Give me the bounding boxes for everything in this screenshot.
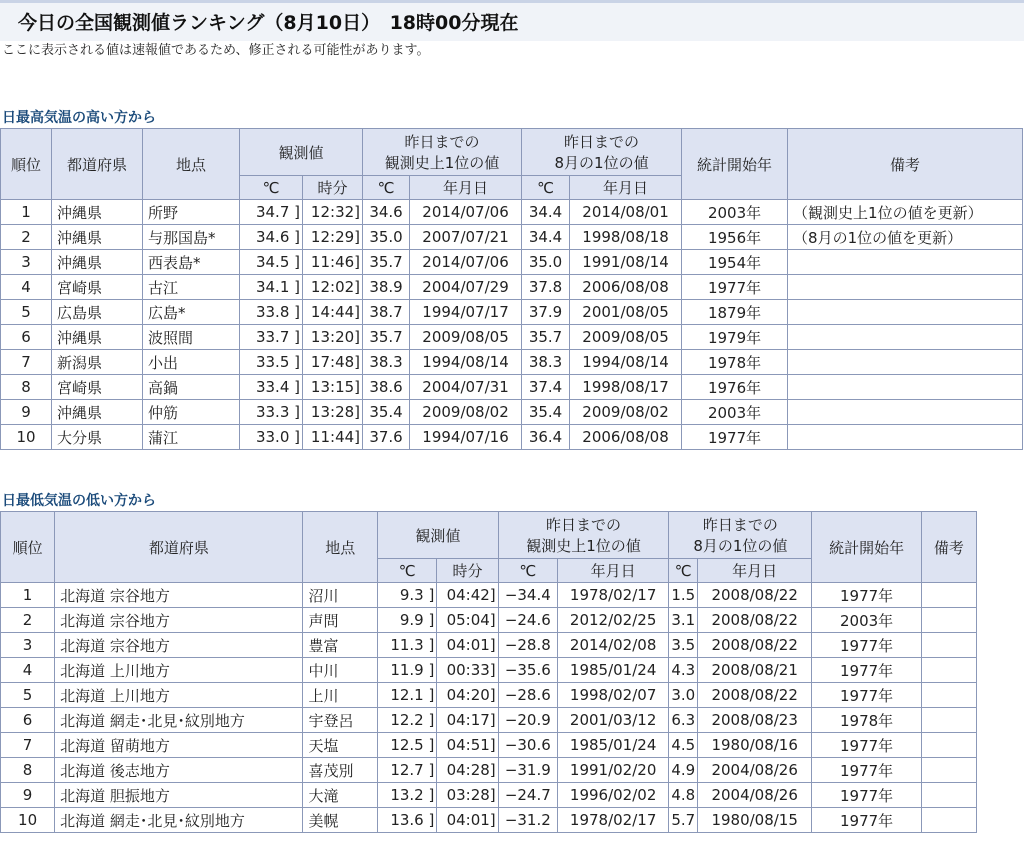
cell-record-all-value: 35.7 [363, 325, 410, 350]
cell-prefecture: 沖縄県 [52, 200, 143, 225]
low-table-heading: 日最低気温の低い方から [2, 493, 156, 509]
cell-rank: 10 [1, 808, 55, 833]
cell-record-month-date: 1991/08/14 [570, 250, 682, 275]
cell-observed-time: 00:33] [437, 658, 498, 683]
cell-remark [921, 633, 976, 658]
header-record-line1: 昨日までの [546, 516, 622, 534]
cell-station: 高鍋 [143, 375, 240, 400]
cell-record-month-date: 2008/08/22 [697, 633, 811, 658]
cell-station: 豊富 [303, 633, 378, 658]
cell-rank: 1 [1, 583, 55, 608]
cell-observed-time: 11:46] [303, 250, 363, 275]
cell-prefecture: 北海道 宗谷地方 [55, 633, 303, 658]
cell-record-month-date: 2004/08/26 [697, 758, 811, 783]
cell-remark: （8月の1位の値を更新） [788, 225, 1023, 250]
cell-remark [921, 783, 976, 808]
cell-station: 声問 [303, 608, 378, 633]
cell-observed-temp: 12.7 ] [378, 758, 437, 783]
cell-rank: 4 [1, 275, 52, 300]
cell-observed-temp: 34.1 ] [240, 275, 303, 300]
cell-observed-time: 04:01] [437, 808, 498, 833]
header-record-line1: 昨日までの [702, 516, 778, 534]
cell-remark [921, 708, 976, 733]
cell-rank: 3 [1, 250, 52, 275]
cell-record-all-value: 34.6 [363, 200, 410, 225]
cell-record-month-value: 3.1 [669, 608, 698, 633]
cell-remark [788, 375, 1023, 400]
cell-rank: 5 [1, 300, 52, 325]
cell-remark [788, 325, 1023, 350]
cell-station: 沼川 [303, 583, 378, 608]
header-record-line1: 昨日までの [564, 133, 640, 151]
cell-observed-temp: 12.2 ] [378, 708, 437, 733]
cell-record-all-date: 1985/01/24 [557, 658, 668, 683]
cell-observed-temp: 13.2 ] [378, 783, 437, 808]
cell-remark [921, 658, 976, 683]
cell-record-month-value: 38.3 [522, 350, 570, 375]
cell-prefecture: 北海道 上川地方 [55, 683, 303, 708]
cell-record-all-value: −34.4 [498, 583, 557, 608]
cell-observed-time: 14:44] [303, 300, 363, 325]
cell-observed-time: 04:20] [437, 683, 498, 708]
cell-record-month-date: 2006/08/08 [570, 425, 682, 450]
cell-record-all-value: 38.3 [363, 350, 410, 375]
cell-start-year: 2003年 [682, 200, 788, 225]
table-row [1, 608, 977, 633]
cell-observed-temp: 9.9 ] [378, 608, 437, 633]
cell-observed-temp: 12.1 ] [378, 683, 437, 708]
cell-observed-temp: 33.3 ] [240, 400, 303, 425]
cell-rank: 3 [1, 633, 55, 658]
table-row [1, 250, 1023, 275]
cell-record-all-date: 2012/02/25 [557, 608, 668, 633]
cell-record-month-date: 2014/08/01 [570, 200, 682, 225]
cell-rank: 4 [1, 658, 55, 683]
cell-rank: 2 [1, 225, 52, 250]
cell-start-year: 1954年 [682, 250, 788, 275]
cell-record-month-date: 2008/08/22 [697, 583, 811, 608]
cell-record-month-date: 2001/08/05 [570, 300, 682, 325]
header-record-all-line2: 観測史上1位の値 [384, 154, 500, 172]
table-row [1, 350, 1023, 375]
cell-record-month-date: 2004/08/26 [697, 783, 811, 808]
cell-record-month-value: 5.7 [669, 808, 698, 833]
header-record-month-line2: 8月の1位の値 [693, 537, 788, 555]
header-unit-c: ℃ [240, 176, 303, 200]
header-unit-c: ℃ [363, 176, 410, 200]
cell-observed-time: 12:02] [303, 275, 363, 300]
cell-record-all-value: 35.7 [363, 250, 410, 275]
cell-record-all-value: 38.9 [363, 275, 410, 300]
cell-record-all-value: −31.2 [498, 808, 557, 833]
cell-prefecture: 沖縄県 [52, 325, 143, 350]
cell-record-month-date: 1998/08/18 [570, 225, 682, 250]
cell-prefecture: 大分県 [52, 425, 143, 450]
cell-observed-time: 04:51] [437, 733, 498, 758]
cell-record-all-date: 2004/07/31 [410, 375, 522, 400]
cell-record-month-value: 4.3 [669, 658, 698, 683]
cell-record-month-value: 37.8 [522, 275, 570, 300]
cell-record-month-value: 34.4 [522, 225, 570, 250]
cell-station: 上川 [303, 683, 378, 708]
high-temperature-table [0, 128, 1023, 450]
cell-prefecture: 北海道 網走･北見･紋別地方 [55, 808, 303, 833]
cell-prefecture: 北海道 宗谷地方 [55, 583, 303, 608]
table-row [1, 425, 1023, 450]
cell-record-all-date: 2009/08/02 [410, 400, 522, 425]
cell-record-all-value: −24.6 [498, 608, 557, 633]
cell-record-all-value: −31.9 [498, 758, 557, 783]
cell-station: 与那国島* [143, 225, 240, 250]
table-row [1, 200, 1023, 225]
cell-station: 美幌 [303, 808, 378, 833]
cell-station: 大滝 [303, 783, 378, 808]
cell-start-year: 1978年 [682, 350, 788, 375]
cell-observed-temp: 12.5 ] [378, 733, 437, 758]
header-unit-c: ℃ [669, 559, 698, 583]
cell-record-month-value: 6.3 [669, 708, 698, 733]
header-date: 年月日 [557, 559, 668, 583]
cell-remark [788, 275, 1023, 300]
cell-prefecture: 沖縄県 [52, 250, 143, 275]
disclaimer-note: ここに表示される値は速報値であるため、修正される可能性があります。 [2, 43, 430, 58]
cell-record-month-date: 2009/08/05 [570, 325, 682, 350]
cell-record-month-date: 2006/08/08 [570, 275, 682, 300]
cell-remark [788, 250, 1023, 275]
table-row [1, 583, 977, 608]
low-temperature-table [0, 511, 977, 833]
cell-observed-time: 17:48] [303, 350, 363, 375]
cell-rank: 9 [1, 400, 52, 425]
table-row [1, 708, 977, 733]
table-row [1, 808, 977, 833]
header-observed: 観測値 [378, 512, 499, 559]
cell-remark [788, 400, 1023, 425]
cell-observed-time: 05:04] [437, 608, 498, 633]
cell-start-year: 1977年 [812, 583, 921, 608]
header-record-all-line2: 観測史上1位の値 [526, 537, 641, 555]
header-start-year: 統計開始年 [812, 512, 921, 583]
cell-start-year: 1977年 [812, 683, 921, 708]
cell-record-all-date: 1994/08/14 [410, 350, 522, 375]
cell-record-month-date: 1998/08/17 [570, 375, 682, 400]
cell-start-year: 1956年 [682, 225, 788, 250]
cell-observed-temp: 34.7 ] [240, 200, 303, 225]
cell-remark [788, 300, 1023, 325]
cell-remark [921, 583, 976, 608]
cell-record-month-value: 3.5 [669, 633, 698, 658]
cell-rank: 7 [1, 733, 55, 758]
cell-prefecture: 沖縄県 [52, 225, 143, 250]
cell-station: 中川 [303, 658, 378, 683]
cell-station: 古江 [143, 275, 240, 300]
cell-record-month-value: 36.4 [522, 425, 570, 450]
cell-station: 西表島* [143, 250, 240, 275]
cell-record-all-value: −28.8 [498, 633, 557, 658]
cell-prefecture: 北海道 留萌地方 [55, 733, 303, 758]
table-row [1, 275, 1023, 300]
cell-prefecture: 北海道 後志地方 [55, 758, 303, 783]
cell-remark [788, 350, 1023, 375]
cell-observed-time: 12:32] [303, 200, 363, 225]
cell-station: 宇登呂 [303, 708, 378, 733]
cell-observed-temp: 33.5 ] [240, 350, 303, 375]
cell-start-year: 1977年 [812, 808, 921, 833]
cell-rank: 9 [1, 783, 55, 808]
cell-record-month-date: 1980/08/15 [697, 808, 811, 833]
header-time: 時分 [303, 176, 363, 200]
header-unit-c: ℃ [498, 559, 557, 583]
cell-record-month-value: 35.0 [522, 250, 570, 275]
cell-rank: 8 [1, 375, 52, 400]
cell-record-month-date: 1980/08/16 [697, 733, 811, 758]
header-rank: 順位 [1, 129, 52, 200]
cell-record-all-date: 2009/08/05 [410, 325, 522, 350]
cell-observed-time: 04:17] [437, 708, 498, 733]
cell-observed-time: 11:44] [303, 425, 363, 450]
table-row [1, 683, 977, 708]
cell-rank: 1 [1, 200, 52, 225]
cell-record-all-date: 1985/01/24 [557, 733, 668, 758]
cell-record-month-value: 37.4 [522, 375, 570, 400]
cell-record-month-date: 2008/08/22 [697, 608, 811, 633]
cell-remark [921, 758, 976, 783]
cell-remark: （観測史上1位の値を更新） [788, 200, 1023, 225]
cell-observed-temp: 13.6 ] [378, 808, 437, 833]
cell-record-all-value: −28.6 [498, 683, 557, 708]
header-remarks: 備考 [921, 512, 976, 583]
cell-start-year: 1977年 [812, 733, 921, 758]
cell-record-all-value: −35.6 [498, 658, 557, 683]
cell-record-all-date: 2001/03/12 [557, 708, 668, 733]
cell-observed-temp: 33.0 ] [240, 425, 303, 450]
table-row [1, 758, 977, 783]
table-row [1, 783, 977, 808]
cell-rank: 6 [1, 708, 55, 733]
cell-record-all-date: 1978/02/17 [557, 583, 668, 608]
cell-station: 天塩 [303, 733, 378, 758]
cell-observed-time: 13:28] [303, 400, 363, 425]
cell-prefecture: 沖縄県 [52, 400, 143, 425]
cell-start-year: 1977年 [682, 425, 788, 450]
cell-prefecture: 北海道 上川地方 [55, 658, 303, 683]
header-record-month [669, 512, 812, 559]
cell-station: 小出 [143, 350, 240, 375]
header-unit-c: ℃ [378, 559, 437, 583]
cell-observed-time: 04:42] [437, 583, 498, 608]
header-record-line1: 昨日までの [404, 133, 480, 151]
cell-start-year: 1978年 [812, 708, 921, 733]
cell-record-all-value: 37.6 [363, 425, 410, 450]
header-rank: 順位 [1, 512, 55, 583]
table-row [1, 325, 1023, 350]
header-date: 年月日 [410, 176, 522, 200]
cell-record-all-date: 1998/02/07 [557, 683, 668, 708]
table-row [1, 375, 1023, 400]
cell-rank: 10 [1, 425, 52, 450]
cell-start-year: 1977年 [682, 275, 788, 300]
header-prefecture: 都道府県 [52, 129, 143, 200]
cell-start-year: 1977年 [812, 658, 921, 683]
cell-start-year: 1979年 [682, 325, 788, 350]
cell-observed-time: 03:28] [437, 783, 498, 808]
cell-remark [921, 683, 976, 708]
header-record-month [522, 129, 682, 176]
cell-record-all-value: 38.6 [363, 375, 410, 400]
cell-observed-time: 04:01] [437, 633, 498, 658]
cell-station: 波照間 [143, 325, 240, 350]
cell-prefecture: 宮崎県 [52, 275, 143, 300]
cell-observed-time: 13:20] [303, 325, 363, 350]
cell-observed-temp: 33.4 ] [240, 375, 303, 400]
cell-record-all-value: −30.6 [498, 733, 557, 758]
cell-record-month-value: 35.4 [522, 400, 570, 425]
cell-start-year: 2003年 [682, 400, 788, 425]
header-prefecture: 都道府県 [55, 512, 303, 583]
page-title: 今日の全国観測値ランキング（8月10日） 18時00分現在 [0, 0, 1024, 41]
cell-observed-temp: 34.5 ] [240, 250, 303, 275]
cell-station: 広島* [143, 300, 240, 325]
cell-record-all-date: 1994/07/16 [410, 425, 522, 450]
cell-record-all-value: 38.7 [363, 300, 410, 325]
cell-observed-time: 04:28] [437, 758, 498, 783]
cell-prefecture: 宮崎県 [52, 375, 143, 400]
table-row [1, 300, 1023, 325]
cell-record-month-value: 4.8 [669, 783, 698, 808]
cell-record-all-value: −20.9 [498, 708, 557, 733]
cell-rank: 7 [1, 350, 52, 375]
cell-observed-temp: 33.7 ] [240, 325, 303, 350]
cell-record-month-date: 2008/08/22 [697, 683, 811, 708]
cell-station: 所野 [143, 200, 240, 225]
header-observed: 観測値 [240, 129, 363, 176]
cell-record-all-date: 2014/02/08 [557, 633, 668, 658]
cell-record-month-value: 34.4 [522, 200, 570, 225]
cell-record-month-value: 1.5 [669, 583, 698, 608]
cell-observed-time: 12:29] [303, 225, 363, 250]
cell-observed-temp: 33.8 ] [240, 300, 303, 325]
header-station: 地点 [143, 129, 240, 200]
table-row [1, 733, 977, 758]
header-date: 年月日 [570, 176, 682, 200]
cell-record-month-date: 2009/08/02 [570, 400, 682, 425]
cell-record-month-date: 1994/08/14 [570, 350, 682, 375]
cell-record-all-value: −24.7 [498, 783, 557, 808]
cell-record-month-date: 2008/08/21 [697, 658, 811, 683]
cell-observed-temp: 11.3 ] [378, 633, 437, 658]
header-date: 年月日 [697, 559, 811, 583]
cell-record-all-date: 1996/02/02 [557, 783, 668, 808]
cell-rank: 2 [1, 608, 55, 633]
cell-rank: 5 [1, 683, 55, 708]
cell-remark [921, 808, 976, 833]
cell-remark [921, 608, 976, 633]
cell-observed-temp: 11.9 ] [378, 658, 437, 683]
cell-station: 蒲江 [143, 425, 240, 450]
cell-prefecture: 北海道 網走･北見･紋別地方 [55, 708, 303, 733]
cell-observed-temp: 9.3 ] [378, 583, 437, 608]
cell-remark [788, 425, 1023, 450]
cell-start-year: 1977年 [812, 633, 921, 658]
cell-record-all-date: 2007/07/21 [410, 225, 522, 250]
cell-prefecture: 北海道 胆振地方 [55, 783, 303, 808]
cell-record-all-date: 1994/07/17 [410, 300, 522, 325]
cell-observed-time: 13:15] [303, 375, 363, 400]
cell-start-year: 1879年 [682, 300, 788, 325]
cell-station: 喜茂別 [303, 758, 378, 783]
high-table-heading: 日最高気温の高い方から [2, 110, 156, 126]
header-record-all [498, 512, 669, 559]
cell-record-all-date: 2004/07/29 [410, 275, 522, 300]
cell-start-year: 1977年 [812, 783, 921, 808]
cell-station: 仲筋 [143, 400, 240, 425]
header-station: 地点 [303, 512, 378, 583]
table-row [1, 633, 977, 658]
table-row [1, 225, 1023, 250]
cell-rank: 8 [1, 758, 55, 783]
cell-record-month-value: 4.5 [669, 733, 698, 758]
table-row [1, 400, 1023, 425]
header-record-all [363, 129, 522, 176]
cell-record-month-value: 35.7 [522, 325, 570, 350]
cell-start-year: 1977年 [812, 758, 921, 783]
cell-record-all-date: 1991/02/20 [557, 758, 668, 783]
cell-record-month-value: 37.9 [522, 300, 570, 325]
cell-record-all-value: 35.0 [363, 225, 410, 250]
cell-record-all-date: 2014/07/06 [410, 200, 522, 225]
header-unit-c: ℃ [522, 176, 570, 200]
cell-prefecture: 北海道 宗谷地方 [55, 608, 303, 633]
cell-prefecture: 広島県 [52, 300, 143, 325]
table-row [1, 658, 977, 683]
header-time: 時分 [437, 559, 498, 583]
header-record-month-line2: 8月の1位の値 [554, 154, 649, 172]
cell-record-month-value: 3.0 [669, 683, 698, 708]
cell-record-month-value: 4.9 [669, 758, 698, 783]
header-start-year: 統計開始年 [682, 129, 788, 200]
cell-prefecture: 新潟県 [52, 350, 143, 375]
cell-observed-temp: 34.6 ] [240, 225, 303, 250]
cell-record-month-date: 2008/08/23 [697, 708, 811, 733]
cell-start-year: 1976年 [682, 375, 788, 400]
cell-remark [921, 733, 976, 758]
cell-record-all-value: 35.4 [363, 400, 410, 425]
cell-record-all-date: 1978/02/17 [557, 808, 668, 833]
cell-start-year: 2003年 [812, 608, 921, 633]
cell-record-all-date: 2014/07/06 [410, 250, 522, 275]
header-remarks: 備考 [788, 129, 1023, 200]
cell-rank: 6 [1, 325, 52, 350]
